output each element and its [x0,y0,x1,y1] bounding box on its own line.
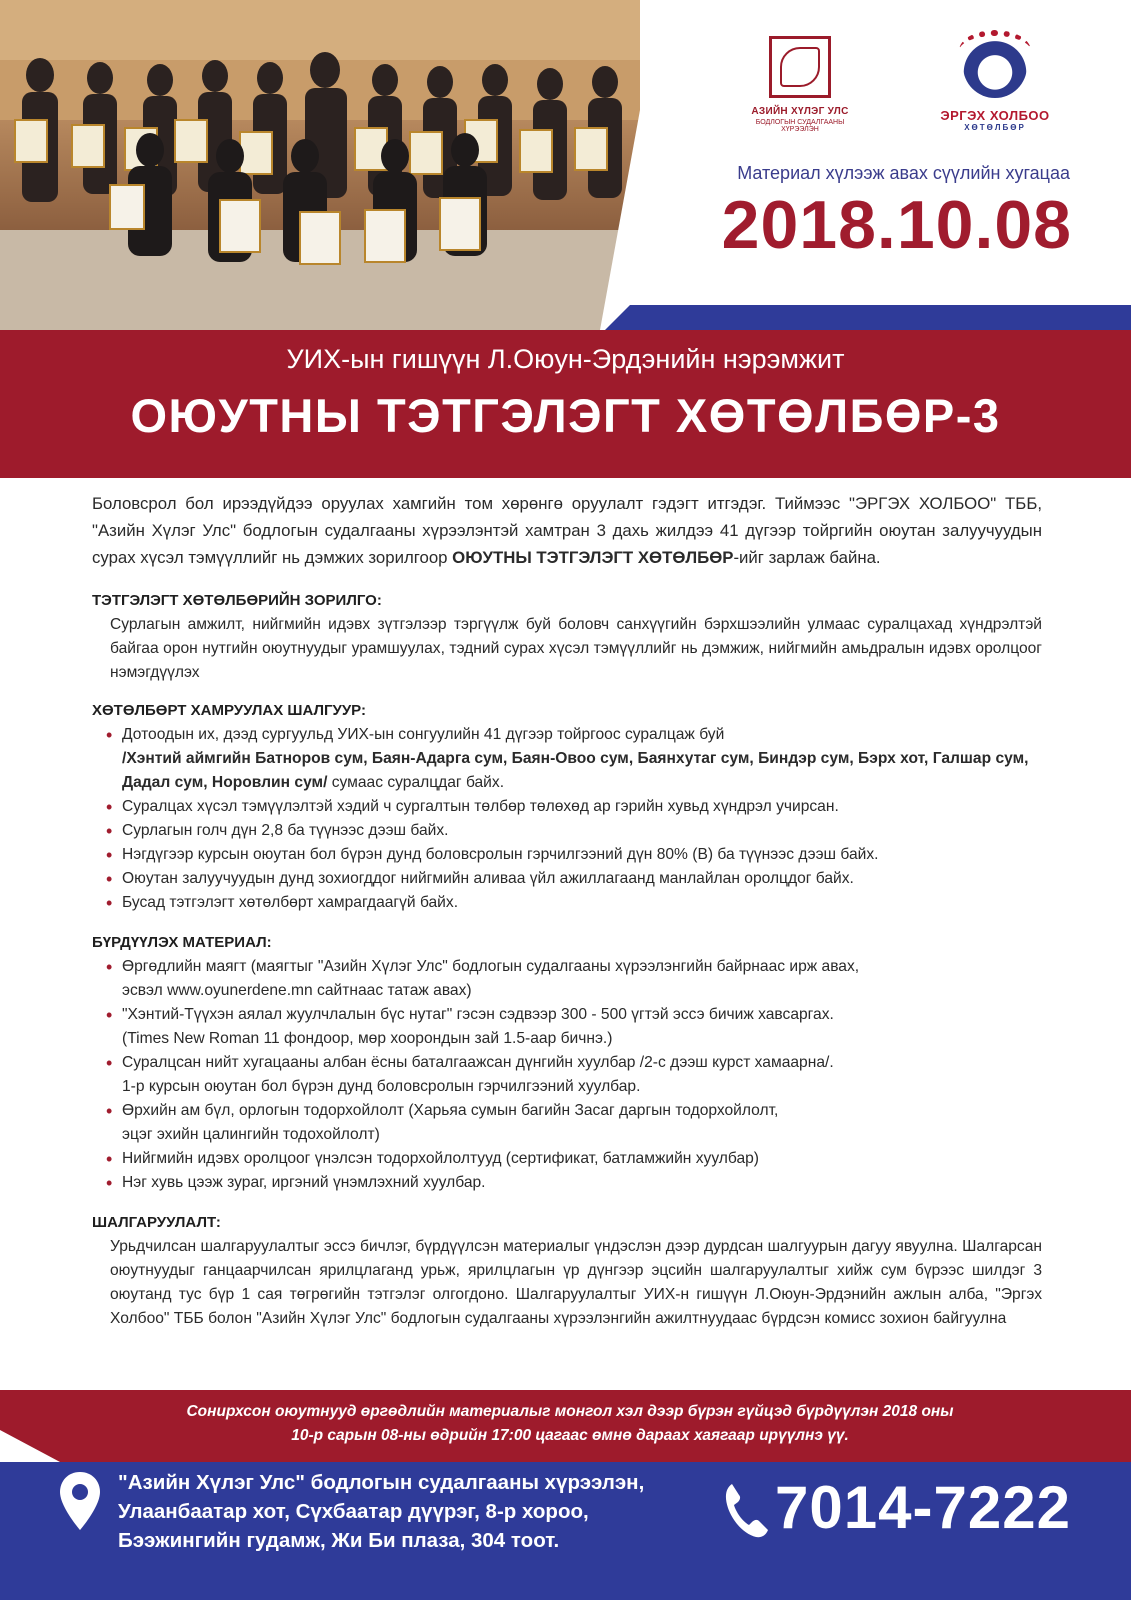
list-item [106,1003,1042,1051]
material-line: (Times New Roman 11 фондоор, мөр хоорондын зай 1.5-аар бичнэ.) [122,1030,613,1047]
page-title: ОЮУТНЫ ТЭТГЭЛЭГТ ХӨТӨЛБӨР-3 [130,389,1001,442]
list-item: • Оюутан залуучуудын дунд зохиогддог нийгмийн аливаа үйл ажиллагаанд манлайлан оролцдог байх. [106,867,1042,891]
selection-title: ШАЛГАРУУЛАЛТ: [92,1214,221,1231]
notice-line-2: 10-р сарын 08-ны өдрийн 17:00 цагаас өмнө дараах хаягаар ирүүлнэ үү. [291,1427,849,1444]
location-pin-icon [58,1470,102,1532]
horse-emblem-icon [769,36,831,98]
page-subtitle: УИХ-ын гишүүн Л.Оюун-Эрдэнийн нэрэмжит [286,344,845,374]
phone-icon [722,1480,772,1540]
list-item [106,955,1042,1003]
list-item: • Сурлагын голч дүн 2,8 ба түүнээс дээш байх. [106,819,1042,843]
material-line: Суралцсан нийт хугацааны албан ёсны баталгаажсан дүнгийн хуулбар /2-с дээш курст хамаарна/. [122,1054,834,1071]
main-content [92,490,1042,1331]
goal-text: Сурлагын амжилт, нийгмийн идэвх зүтгэлээр тэргүүлж буй боловч санхүүгийн бэрхшээлийн улмаас суралцахад хүндрэлтэй байгаа орон нутгийн оюутнуудыг урамшуулах, тэдний сурах хүсэл тэмүүллийг нь дэмжиж, нийгмийн амьдралын идэвх оролцоог нэмэгдүүлэх [110,616,1042,681]
address-block [118,1468,698,1555]
criteria-title: ХӨТӨЛБӨРТ ХАМРУУЛАХ ШАЛГУУР: [92,702,366,719]
material-line: Өрхийн ам бүл, орлогын тодорхойлолт (Харьяа сумын багийн Засаг даргын тодорхойлолт, [122,1102,779,1119]
material-line: Нийгмийн идэвх оролцоог үнэлсэн тодорхойлолтууд (сертификат, батламжийн хуулбар) [122,1150,760,1167]
logo-ergekh-kholboo [935,34,1055,132]
selection-text: Урьдчилсан шалгаруулалтыг эссэ бичлэг, бүрдүүлсэн материалыг үндэслэн дээр дурдсан шалгуурын дагуу явуулна. Шалгарсан оюутнуудыг ганцаарчилсан ярилцлаганд урьж, ярилцлагын үр дүнгээр эцсийн шалгаруулалтыг хийж сум бүрээс шилдэг 3 оюутанд тус бүр 1 сая төгрөгийн тэтгэлэг олгогдоно. Шалгаруулалтыг УИХ-н гишүүн Л.Оюун-Эрдэнийн ажлын алба, "Эргэх Холбоо" ТББ болон "Азийн Хүлэг Улс" бодлогын судалгааны хүрээлэнгийн ажилтнуудаас бүрдсэн комисс зохион байгуулна [110,1238,1042,1327]
logo-right-name: ЭРГЭХ ХОЛБОО [940,108,1050,123]
material-line: 1-р курсын оюутан бол бүрэн дунд боловсролын гэрчилгээний хуулбар. [122,1078,641,1095]
logo-asian-horse [740,36,860,133]
address-line-2: Улаанбаатар хот, Сүхбаатар дүүрэг, 8-р хороо, [118,1500,589,1523]
phone-number[interactable]: 7014-7222 [775,1474,1071,1541]
logo-left-name: АЗИЙН ХҮЛЭГ УЛС [751,106,849,117]
criteria-list [92,723,1042,915]
material-line: эсвэл www.oyunerdene.mn сайтнаас татаж авах) [122,982,472,999]
list-item [106,1171,1042,1195]
material-line: Нэг хувь цээж зураг, иргэний үнэмлэхний хуулбар. [122,1174,486,1191]
notice-line-1: Сонирхсон оюутнууд өргөдлийн материалыг монгол хэл дээр бүрэн гүйцэд бүрдүүлэн 2018 оны [186,1403,954,1420]
intro-tail: -ийг зарлаж байна. [733,548,881,567]
list-item [106,1051,1042,1099]
sun-emblem-icon [963,34,1027,98]
deadline-label: Материал хүлээж авах сүүлийн хугацаа [737,163,1070,183]
list-item: • Бусад тэтгэлэгт хөтөлбөрт хамрагдаагүй байх. [106,891,1042,915]
list-item: • Суралцах хүсэл тэмүүлэлтэй хэдий ч сургалтын төлбөр төлөхөд ар гэрийн хувьд хүндрэл учирсан. [106,795,1042,819]
intro-text: Боловсрол бол ирээдүйдээ оруулах хамгийн том хөрөнгө оруулалт гэдэгт итгэдэг. Тиймээс "ЭРГЭХ ХОЛБОО" ТББ, "Азийн Хүлэг Улс" бодлогын судалгааны хүрээлэнтэй хамтран 3 дахь жилдээ 41 дүгээр тойргийн оюутан залуучуудын сурах хүсэл тэмүүллийг нь дэмжих зорилгоор [92,494,1042,567]
materials-list [92,955,1042,1195]
criteria-first-bold: /Хэнтий аймгийн Батноров сум, Баян-Адарга сум, Баян-Овоо сум, Баянхутаг сум, Биндэр сум, Бэрх хот, Галшар сум, Дадал сум, Норовлин сум/ [122,750,1029,791]
logo-left-sub: БОДЛОГЫН СУДАЛГААНЫ ХҮРЭЭЛЭН [755,119,845,133]
material-line: "Хэнтий-Түүхэн аялал жуулчлалын бүс нутаг" гэсэн сэдвээр 300 - 500 үгтэй эссэ бичиж хавсаргах. [122,1006,834,1023]
group-photo-illustration [0,0,640,330]
list-item [106,1099,1042,1147]
material-line: Өргөдлийн маягт (маягтыг "Азийн Хүлэг Улс" бодлогын судалгааны хүрээлэнгийн байрнаас ирж авах, [122,958,860,975]
address-line-3: Бээжингийн гудамж, Жи Би плаза, 304 тоот. [118,1529,560,1552]
deadline-date: 2018.10.08 [721,187,1072,263]
address-line-1: "Азийн Хүлэг Улс" бодлогын судалгааны хүрээлэн, [118,1471,645,1494]
criteria-first-tail: сумаас суралцдаг байх. [327,774,505,791]
group-photo [0,0,640,330]
submission-notice [100,1400,1040,1448]
material-line: эцэг эхийн цалингийн тодохойлолт) [122,1126,380,1143]
list-item [106,1147,1042,1171]
intro-bold: ОЮУТНЫ ТЭТГЭЛЭГТ ХӨТӨЛБӨР [452,548,734,567]
logo-right-sub: ХӨТӨЛБӨР [964,123,1026,132]
list-item [106,723,1042,795]
list-item: • Нэгдүгээр курсын оюутан бол бүрэн дунд боловсролын гэрчилгээний дүн 80% (В) ба түүнээс дээш байх. [106,843,1042,867]
title-band [0,330,1131,478]
intro-paragraph [92,490,1042,571]
materials-title: БҮРДҮҮЛЭХ МАТЕРИАЛ: [92,934,272,951]
criteria-first-text: Дотоодын их, дээд сургуульд УИХ-ын сонгуулийн 41 дүгээр тойргоос суралцаж буй [122,726,725,743]
goal-title: ТЭТГЭЛЭГТ ХӨТӨЛБӨРИЙН ЗОРИЛГО: [92,592,382,609]
